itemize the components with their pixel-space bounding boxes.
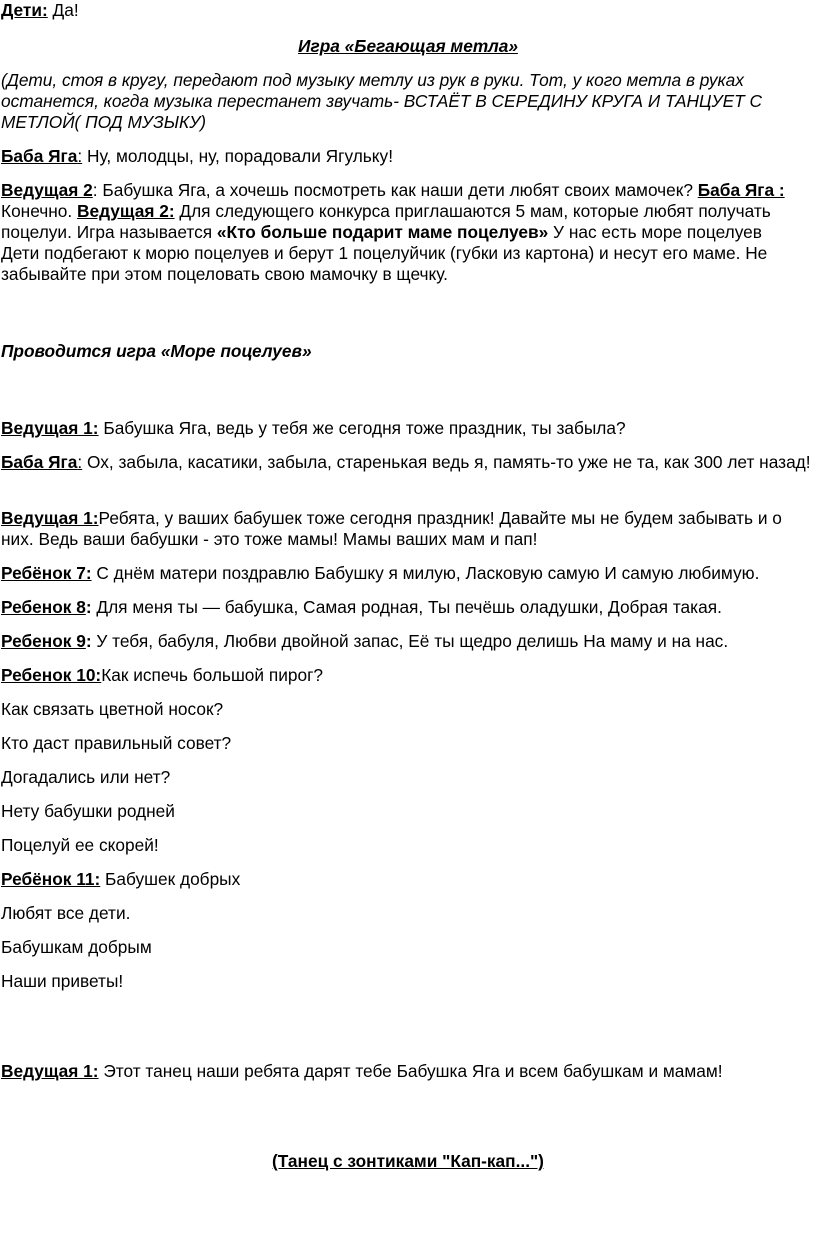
speaker-colon: :	[85, 631, 92, 651]
poem-line: Догадались или нет?	[1, 767, 171, 787]
speaker: Ведущая 2	[1, 180, 93, 200]
line-host1-grandmas	[1, 508, 813, 550]
line-text: Конечно.	[1, 201, 78, 221]
speaker: Ребенок 8	[1, 597, 86, 617]
contest-name: «Кто больше подарит маме поцелуев»	[216, 222, 549, 242]
line-baba-yaga-2	[1, 452, 813, 473]
speaker: Ребёнок 11:	[1, 869, 101, 889]
line-text: Для следующего конкурса приглашаются 5 мам, которые любят получать поцелуи. Игра называется	[1, 201, 771, 242]
poem-line: Бабушкам добрым	[1, 937, 152, 957]
speaker: Ведущая 1:	[1, 418, 99, 438]
poem-line: Наши приветы!	[1, 971, 124, 991]
speaker: Ребенок 10:	[1, 665, 102, 685]
line-text: Как испечь большой пирог?	[101, 665, 324, 685]
line-text: Да!	[47, 0, 79, 20]
line-text: У нас есть море поцелуев	[548, 222, 762, 242]
line-text: У тебя, бабуля, Любви двойной запас, Её ты щедро делишь На маму и на нас.	[91, 631, 729, 651]
line-text: Этот танец наши ребята дарят тебе Бабушка Яга и всем бабушкам и мамам!	[98, 1061, 723, 1081]
line-text: Ох, забыла, касатики, забыла, старенькая ведь я, память-то уже не та, как 300 лет назад!	[82, 452, 811, 472]
poem-line: Кто даст правильный совет?	[1, 733, 232, 753]
line-child-8	[1, 597, 813, 618]
line-child-10	[1, 665, 813, 686]
speaker: Ребёнок 7:	[1, 563, 92, 583]
line-baba-yaga-1	[1, 146, 813, 167]
speaker: Ребенок 9	[1, 631, 86, 651]
speaker: Баба Яга	[1, 452, 78, 472]
line-children-reply	[1, 0, 813, 21]
line-host1-dance	[1, 1061, 813, 1082]
line-text: Ребята, у ваших бабушек тоже сегодня праздник! Давайте мы не будем забывать и о них. Ведь ваши бабушки - это тоже мамы! Мамы ваших мам и пап!	[1, 508, 782, 549]
line-text: Дети подбегают к морю поцелуев и берут 1 поцелуйчик (губки из картона) и несут его маме. Не забывайте при этом поцеловать свою мамочку в щечку.	[1, 243, 768, 284]
line-text: Для меня ты — бабушка, Самая родная, Ты печёшь оладушки, Добрая такая.	[91, 597, 722, 617]
poem-line: Поцелуй ее скорей!	[1, 835, 159, 855]
line-child-11	[1, 869, 813, 890]
line-host2-contest	[1, 180, 813, 285]
dance-title: (Танец с зонтиками "Кап-кап...")	[272, 1151, 544, 1171]
speaker: Ведущая 2:	[77, 201, 175, 221]
speaker: Ведущая 1:	[1, 508, 99, 528]
speaker: Баба Яга	[1, 146, 78, 166]
speaker-colon: :	[77, 452, 83, 472]
speaker-colon: :	[77, 146, 83, 166]
line-child-9	[1, 631, 813, 652]
game-title-broom: Игра «Бегающая метла»	[298, 36, 518, 56]
poem-line: Любят все дети.	[1, 903, 131, 923]
poem-line: Как связать цветной носок?	[1, 699, 224, 719]
game-title-kisses: Проводится игра «Море поцелуев»	[1, 341, 312, 361]
line-text: Бабушек добрых	[100, 869, 241, 889]
line-text: : Бабушка Яга, а хочешь посмотреть как наши дети любят своих мамочек?	[92, 180, 698, 200]
line-host1-holiday	[1, 418, 813, 439]
game-description-broom: (Дети, стоя в кругу, передают под музыку метлу из рук в руки. Тот, у кого метла в руках останется, когда музыка перестанет звучать- ВСТАЁТ В СЕРЕДИНУ КРУГА И ТАНЦУЕТ С МЕТЛОЙ( ПОД МУЗЫКУ)	[1, 70, 762, 132]
line-child-7	[1, 563, 813, 584]
line-text: С днём матери поздравлю Бабушку я милую, Ласковую самую И самую любимую.	[91, 563, 760, 583]
speaker: Баба Яга :	[697, 180, 785, 200]
speaker: Ведущая 1:	[1, 1061, 99, 1081]
speaker-colon: :	[85, 597, 92, 617]
speaker: Дети:	[1, 0, 48, 20]
line-text: Бабушка Яга, ведь у тебя же сегодня тоже праздник, ты забыла?	[98, 418, 626, 438]
poem-line: Нету бабушки родней	[1, 801, 175, 821]
line-text: Ну, молодцы, ну, порадовали Ягульку!	[82, 146, 393, 166]
